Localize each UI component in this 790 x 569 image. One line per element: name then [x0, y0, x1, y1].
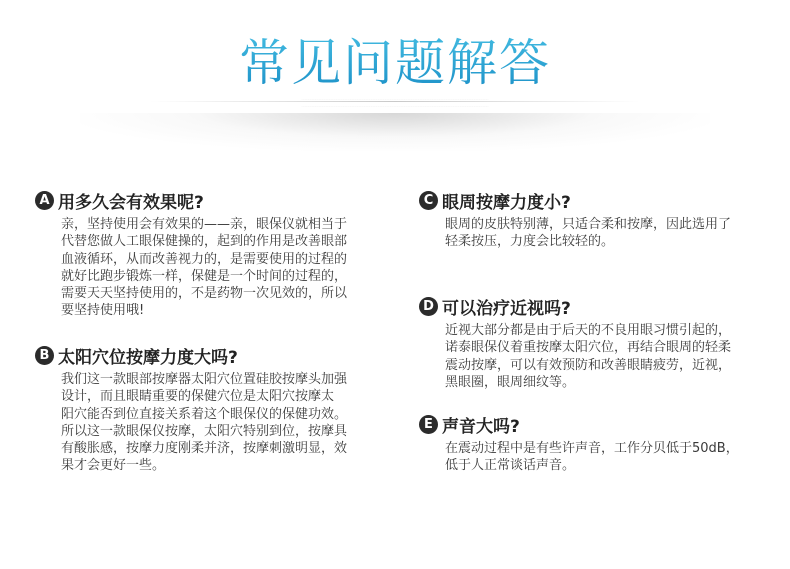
faq-question: 声音大吗?: [442, 416, 520, 437]
faq-question-row: [419, 294, 779, 318]
faq-answer: 我们这一款眼部按摩器太阳穴位置硅胶按摩头加强 设计，而且眼睛重要的保健穴位是太阳穴按摩太 阳穴能否到位直接关系着这个眼保仪的保健功效。 所以这一款眼保仪按摩，太阳穴特别到位，按摩具 有酸胀感，按摩力度刚柔并济，按摩刺激明显，效 果才会更好一些。: [61, 372, 348, 474]
decorative-subline-bottom: ......................................................................................................................................................................................................................................................................................................: [301, 106, 489, 108]
title-divider: [150, 101, 640, 102]
faq-question-row: [35, 343, 395, 367]
letter-d-icon: D: [419, 297, 438, 316]
letter-e-icon: E: [419, 415, 438, 434]
faq-question: 眼周按摩力度小?: [442, 192, 571, 213]
faq-item-a: [35, 188, 395, 320]
page-title: 常见问题解答: [0, 30, 790, 96]
faq-answer: 亲，坚持使用会有效果的——亲，眼保仪就相当于 代替您做人工眼保健操的，起到的作用是改善眼部 血液循环，从而改善视力的，是需要使用的过程的 就好比跑步锻炼一样，保健是一个时间的过程的， 需要天天坚持使用的，不是药物一次见效的，所以 要坚持使用哦!: [61, 217, 348, 319]
faq-question: 用多久会有效果呢?: [58, 192, 204, 213]
faq-question: 可以治疗近视吗?: [442, 298, 571, 319]
faq-item-d: [419, 294, 779, 391]
title-shadow-glow: [80, 113, 710, 151]
decorative-subline-top: ......................................................................................................................................................................................................................................................................................................: [301, 99, 489, 101]
faq-question-row: [419, 412, 779, 436]
letter-c-icon: C: [419, 191, 438, 210]
faq-answer: 眼周的皮肤特别薄，只适合柔和按摩，因此选用了 轻柔按压，力度会比较轻的。: [445, 217, 732, 250]
faq-question-row: [419, 188, 779, 212]
faq-answer: 在震动过程中是有些许声音，工作分贝低于50dB， 低于人正常谈话声音。: [445, 441, 739, 474]
letter-a-icon: A: [35, 191, 54, 210]
faq-item-c: [419, 188, 779, 251]
faq-question-row: [35, 188, 395, 212]
faq-question: 太阳穴位按摩力度大吗?: [58, 347, 238, 368]
faq-item-e: [419, 412, 779, 475]
faq-answer: 近视大部分都是由于后天的不良用眼习惯引起的， 诺泰眼保仪着重按摩太阳穴位，再结合眼周的轻柔 震动按摩，可以有效预防和改善眼睛疲劳，近视， 黑眼圈，眼周细纹等。: [445, 323, 732, 390]
letter-b-icon: B: [35, 346, 54, 365]
faq-item-b: [35, 343, 395, 475]
